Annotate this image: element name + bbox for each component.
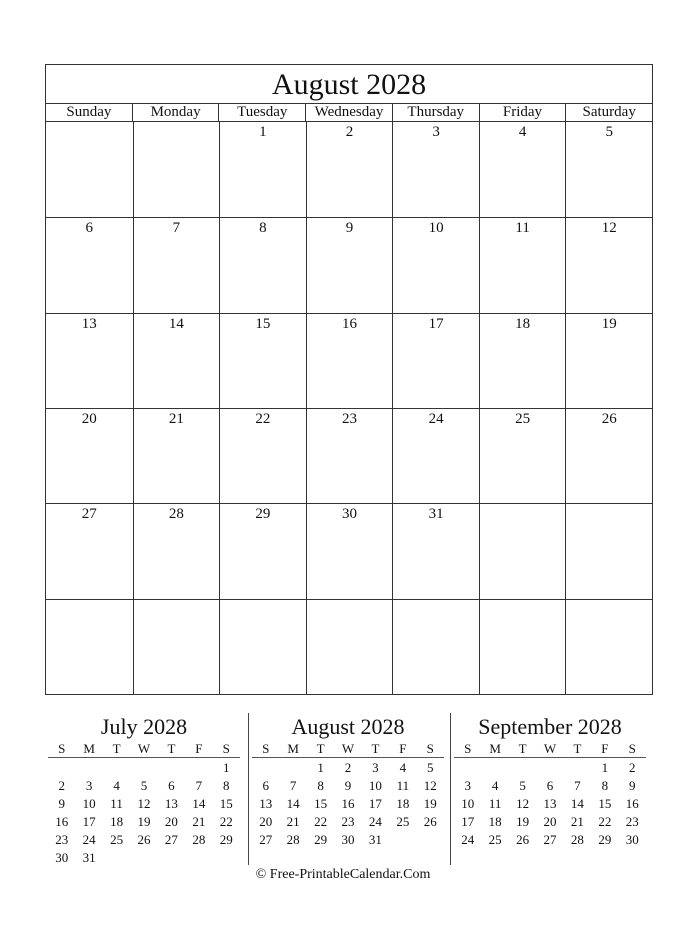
mini-day: 28: [570, 832, 584, 847]
mini-day: 12: [137, 796, 151, 811]
mini-day: 12: [516, 796, 530, 811]
mini-calendar-current: [252, 714, 444, 849]
day-cell: 16: [306, 313, 393, 408]
mini-calendar-prev: [48, 714, 240, 867]
day-cell: 4: [479, 122, 566, 217]
mini-weekday-label: F: [399, 741, 407, 756]
mini-day: 14: [570, 796, 584, 811]
mini-day: 21: [192, 814, 206, 829]
mini-day: 18: [488, 814, 502, 829]
mini-day: [252, 759, 279, 777]
mini-day: 24: [82, 832, 96, 847]
day-cell: 7: [133, 217, 220, 312]
month-title: August 2028: [46, 65, 652, 104]
column-divider: [450, 713, 451, 865]
mini-day: 24: [368, 814, 382, 829]
mini-day: 8: [601, 778, 609, 793]
mini-day: 2: [629, 760, 636, 775]
day-cell: [565, 599, 652, 694]
mini-day: [417, 831, 444, 849]
mini-day: 7: [289, 778, 297, 793]
mini-day: [536, 759, 563, 777]
mini-day: 5: [519, 778, 526, 793]
mini-weekday-label: W: [137, 741, 151, 756]
mini-weekday-label: F: [601, 741, 609, 756]
mini-weekday-header: [252, 740, 444, 758]
mini-day: 29: [219, 832, 233, 847]
mini-day: 26: [423, 814, 437, 829]
column-divider: [248, 713, 249, 865]
day-cell: [479, 503, 566, 598]
mini-day: 20: [543, 814, 557, 829]
day-cell: 15: [219, 313, 306, 408]
day-cell: [46, 599, 133, 694]
day-cell: 28: [133, 503, 220, 598]
mini-day: 27: [543, 832, 557, 847]
weekday-label: Friday: [479, 104, 566, 121]
day-cell: 6: [46, 217, 133, 312]
day-cell: [306, 599, 393, 694]
mini-day: 2: [344, 760, 352, 775]
mini-day: 23: [55, 832, 69, 847]
mini-day: 9: [344, 778, 352, 793]
mini-day: [185, 759, 212, 777]
mini-day: 23: [625, 814, 639, 829]
weekday-label: Saturday: [565, 104, 652, 121]
mini-weekday-label: M: [489, 741, 501, 756]
mini-day: 1: [601, 760, 609, 775]
mini-weekday-label: S: [426, 741, 434, 756]
mini-day: [185, 849, 212, 867]
day-cell: 13: [46, 313, 133, 408]
mini-weekday-label: S: [222, 741, 230, 756]
mini-day: 9: [58, 796, 65, 811]
day-cell: 26: [565, 408, 652, 503]
mini-day: 17: [461, 814, 475, 829]
mini-day: 13: [164, 796, 178, 811]
mini-weekday-label: T: [371, 741, 380, 756]
mini-weekday-header: [48, 740, 240, 758]
mini-day: [75, 759, 102, 777]
mini-month-title: July 2028: [100, 714, 188, 739]
weekday-label: Sunday: [66, 104, 112, 120]
mini-day: 4: [113, 778, 120, 793]
mini-day: [158, 759, 185, 777]
day-grid: [46, 122, 652, 694]
mini-day: 17: [368, 796, 382, 811]
main-calendar: [45, 64, 653, 695]
mini-day: 7: [195, 778, 203, 793]
mini-day: 4: [399, 760, 407, 775]
day-cell: 8: [219, 217, 306, 312]
mini-month-title: September 2028: [478, 714, 622, 739]
mini-weekday-label: T: [112, 741, 121, 756]
mini-weekday-header: [454, 740, 646, 758]
mini-weekday-label: M: [83, 741, 95, 756]
mini-day: 28: [286, 832, 300, 847]
mini-day: 20: [259, 814, 273, 829]
mini-weekday-label: S: [262, 741, 270, 756]
mini-weekday-label: T: [167, 741, 176, 756]
mini-day: 3: [85, 778, 93, 793]
weekday-label: Wednesday: [305, 104, 392, 121]
mini-day: 11: [396, 778, 410, 793]
day-cell: [565, 503, 652, 598]
mini-day: 21: [570, 814, 584, 829]
mini-day: [48, 759, 75, 777]
mini-day: 22: [314, 814, 328, 829]
mini-day: 22: [598, 814, 612, 829]
mini-weekday-label: W: [341, 741, 355, 756]
day-cell: 31: [392, 503, 479, 598]
day-cell: 23: [306, 408, 393, 503]
day-cell: 30: [306, 503, 393, 598]
mini-day: 3: [372, 760, 379, 775]
mini-day: 25: [110, 832, 124, 847]
mini-day: 5: [427, 760, 434, 775]
mini-day: 27: [164, 832, 178, 847]
mini-day: [103, 759, 130, 777]
day-cell: 5: [565, 122, 652, 217]
mini-day: 24: [461, 832, 475, 847]
mini-day: 10: [82, 796, 96, 811]
mini-day: 11: [110, 796, 123, 811]
mini-day-grid: [454, 759, 646, 849]
mini-day: 5: [140, 778, 148, 793]
day-cell: 20: [46, 408, 133, 503]
day-cell: 10: [392, 217, 479, 312]
mini-day: 19: [423, 796, 437, 811]
mini-day: 16: [625, 796, 639, 811]
weekday-label: Tuesday: [218, 104, 305, 121]
day-cell: 22: [219, 408, 306, 503]
mini-day: 31: [82, 850, 96, 865]
mini-day: 29: [598, 832, 612, 847]
day-cell: 29: [219, 503, 306, 598]
mini-day: 8: [223, 778, 230, 793]
day-cell: [133, 599, 220, 694]
day-cell: [46, 122, 133, 217]
mini-day: 30: [625, 832, 639, 847]
mini-weekday-label: S: [58, 741, 66, 756]
mini-weekday-label: T: [316, 741, 325, 756]
mini-day: 21: [286, 814, 300, 829]
day-cell: 27: [46, 503, 133, 598]
mini-day: 25: [396, 814, 410, 829]
mini-day-grid: [48, 759, 240, 867]
mini-weekday-label: F: [195, 741, 203, 756]
mini-day: 8: [317, 778, 324, 793]
mini-day: 1: [223, 760, 230, 775]
mini-weekday-label: W: [543, 741, 557, 756]
mini-day: [389, 831, 416, 849]
mini-day: 6: [546, 778, 554, 793]
day-cell: 3: [392, 122, 479, 217]
mini-day: 13: [259, 796, 273, 811]
mini-day: 12: [423, 778, 437, 793]
mini-day: 10: [368, 778, 382, 793]
mini-day: 9: [629, 778, 636, 793]
mini-day: 23: [341, 814, 355, 829]
mini-day: [158, 849, 185, 867]
day-cell: 9: [306, 217, 393, 312]
mini-day: 15: [219, 796, 233, 811]
mini-day: 13: [543, 796, 557, 811]
mini-day: 31: [368, 832, 382, 847]
weekday-header: [46, 104, 652, 122]
mini-day: 6: [168, 778, 175, 793]
mini-weekday-label: S: [464, 741, 472, 756]
day-cell: 18: [479, 313, 566, 408]
mini-day: 22: [219, 814, 233, 829]
mini-day: 15: [598, 796, 612, 811]
mini-day: [564, 759, 591, 777]
mini-day: 19: [516, 814, 530, 829]
day-cell: 17: [392, 313, 479, 408]
mini-day: 4: [491, 778, 499, 793]
mini-day: 19: [137, 814, 151, 829]
mini-day: 14: [192, 796, 206, 811]
mini-day: 17: [82, 814, 96, 829]
mini-day: [279, 759, 306, 777]
mini-weekday-label: T: [518, 741, 527, 756]
mini-day: 29: [314, 832, 328, 847]
mini-day-grid: [252, 759, 444, 849]
mini-day: 6: [262, 778, 269, 793]
mini-day: 20: [164, 814, 178, 829]
day-cell: 19: [565, 313, 652, 408]
mini-day: 11: [488, 796, 502, 811]
day-cell: [133, 122, 220, 217]
weekday-label: Monday: [132, 104, 219, 121]
mini-calendar-next: [454, 714, 646, 849]
mini-day: [130, 759, 157, 777]
mini-day: 3: [464, 778, 471, 793]
mini-day: 26: [516, 832, 530, 847]
mini-day: 2: [58, 778, 65, 793]
mini-day: [509, 759, 536, 777]
mini-day: [454, 759, 481, 777]
day-cell: 2: [306, 122, 393, 217]
day-cell: 12: [565, 217, 652, 312]
day-cell: [219, 599, 306, 694]
day-cell: [392, 599, 479, 694]
mini-day: 16: [55, 814, 69, 829]
mini-day: 16: [341, 796, 355, 811]
mini-day: 18: [110, 814, 124, 829]
mini-weekday-label: S: [628, 741, 636, 756]
mini-day: 14: [286, 796, 300, 811]
day-cell: [479, 599, 566, 694]
day-cell: 11: [479, 217, 566, 312]
mini-day: 28: [192, 832, 206, 847]
mini-day: 26: [137, 832, 151, 847]
day-cell: 25: [479, 408, 566, 503]
mini-weekday-label: M: [287, 741, 299, 756]
mini-day: [481, 759, 508, 777]
mini-day: 1: [317, 760, 324, 775]
mini-day: 18: [396, 796, 410, 811]
day-cell: 14: [133, 313, 220, 408]
copyright-footer: © Free-PrintableCalendar.Com: [255, 867, 431, 882]
mini-day: [213, 849, 240, 867]
mini-day: 30: [55, 850, 69, 865]
mini-day: [130, 849, 157, 867]
mini-day: 25: [488, 832, 502, 847]
mini-day: 7: [574, 778, 581, 793]
mini-day: 30: [341, 832, 355, 847]
mini-day: 27: [259, 832, 273, 847]
weekday-label: Thursday: [392, 104, 479, 121]
day-cell: 21: [133, 408, 220, 503]
day-cell: 24: [392, 408, 479, 503]
day-cell: 1: [219, 122, 306, 217]
mini-day: [103, 849, 130, 867]
mini-day: 15: [314, 796, 328, 811]
mini-month-title: August 2028: [291, 714, 405, 739]
mini-weekday-label: T: [573, 741, 582, 756]
mini-day: 10: [461, 796, 475, 811]
